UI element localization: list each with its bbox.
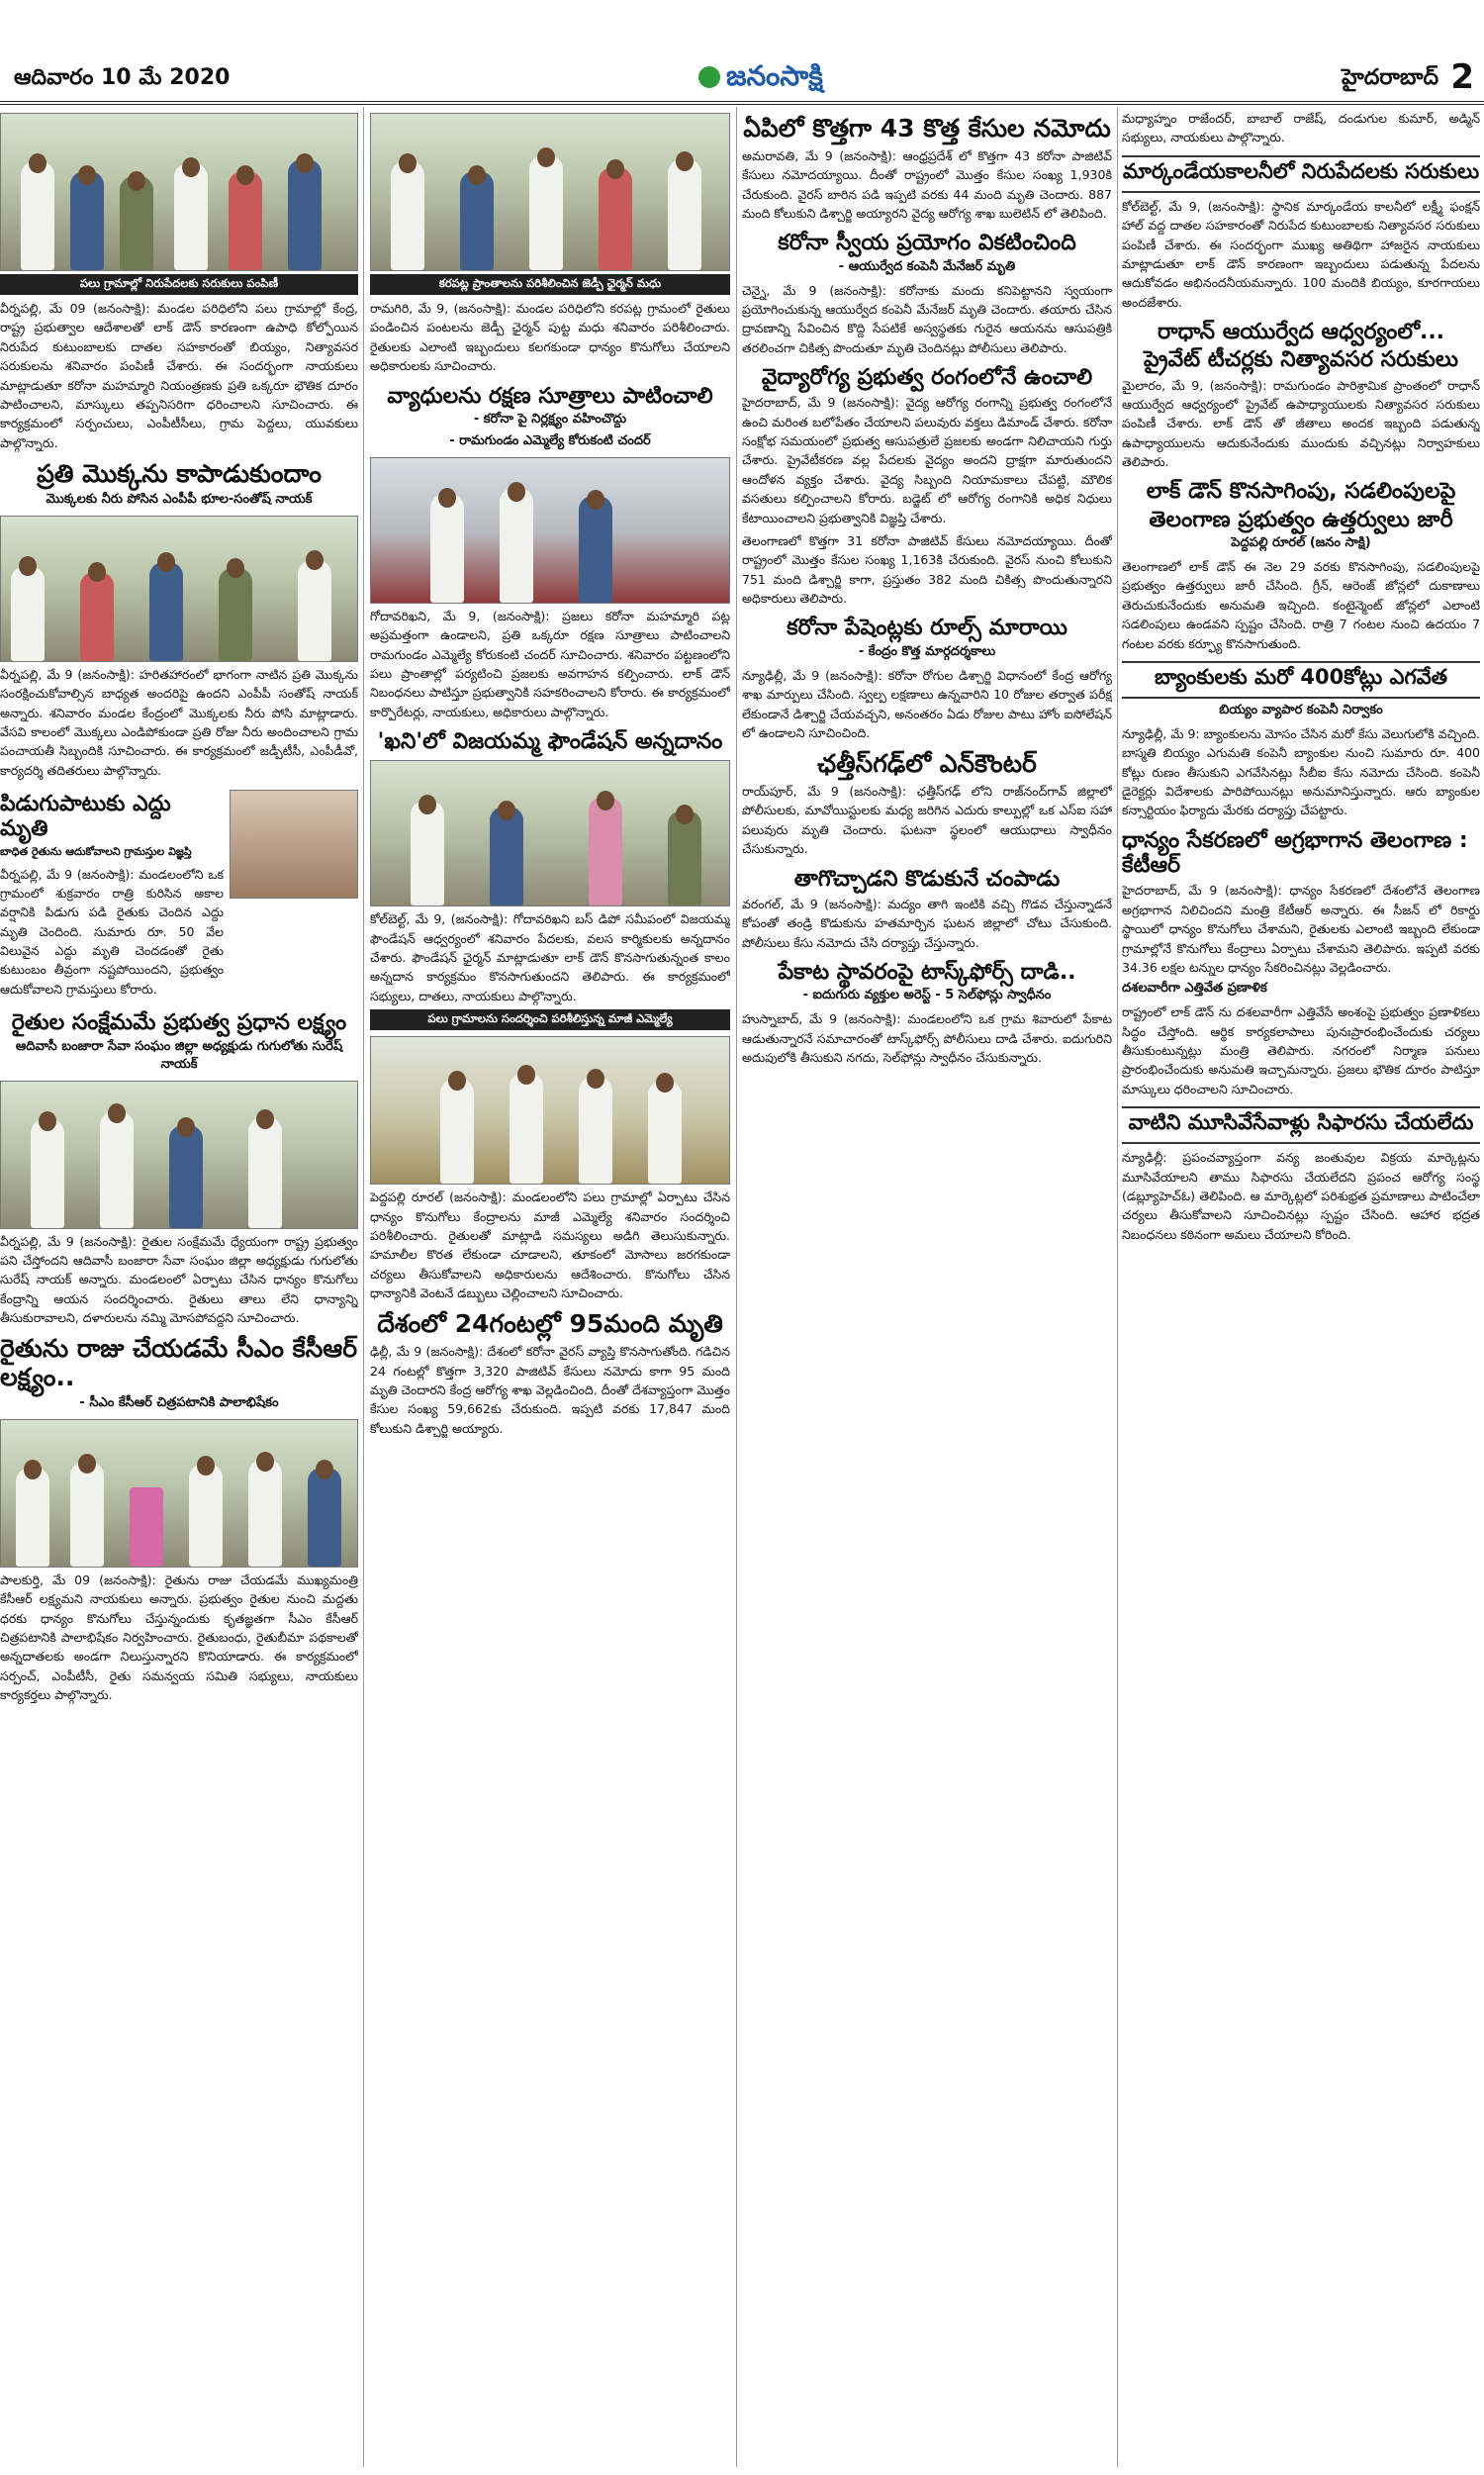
column-2 xyxy=(370,107,730,2467)
article-body: రామగిరి, మే 9, (జనంసాక్షి): మండల పరిధిలోని కరపట్ల గ్రామంలో రైతులు పండించిన పంటలను జెడ్పీ ఛైర్మన్ పుట్ట మధు శనివారం పరిశీలించారు. రైతులకు ఎలాంటి ఇబ్బందులు కలగకుండా ధాన్యం కొనుగోలు చేయాలని అధికారులకు సూచించారు. xyxy=(370,301,730,374)
dateline: పెద్దపల్లి రూరల్ (జనం సాక్షి) xyxy=(1231,535,1371,551)
headline: ప్రైవేట్ టీచర్లకు నిత్యావసర సరుకులు xyxy=(1143,347,1459,373)
headline: వైద్యారోగ్య ప్రభుత్వ రంగంలోనే ఉంచాలి xyxy=(761,365,1093,391)
article-body: పెద్దపల్లి రూరల్ (జనంసాక్షి): మండలంలోని పలు గ్రామాల్లో ఏర్పాటు చేసిన ధాన్యం కొనుగోలు కేంద్రాలను మాజీ ఎమ్మెల్యే శనివారం సందర్శించి పరిశీలించారు. రైతులతో మాట్లాడి సమస్యలు అడిగి తెలుసుకున్నారు. హమాలీల కొరత లేకుండా చూడాలని, తూకంలో మోసాలు జరగకుండా చర్యలు తీసుకోవాలని అధికారులను ఆదేశించారు. కొనుగోలు చేసిన ధాన్యానికి వెంటనే డబ్బులు చెల్లించాలని సూచించారు. xyxy=(370,1190,730,1301)
headline: తాగొచ్చాడని కొడుకునే చంపాడు xyxy=(793,866,1061,892)
subheadline: - కరోనా పై నిర్లక్ష్యం వహించొద్దు xyxy=(473,411,627,427)
headline: కరోనా పేషెంట్లకు రూల్స్ మారాయి xyxy=(787,616,1067,641)
photo-caption: కరపట్ల ప్రాంతాలను పరిశీలించిన జెడ్పీ ఛైర్మన్ మధు xyxy=(370,274,730,295)
news-photo-grain-heaps xyxy=(370,1036,730,1185)
column-4 xyxy=(1122,107,1480,2467)
headline: ఏపిలో కొత్తగా 43 కొత్త కేసుల నమోదు xyxy=(743,114,1111,143)
column-1 xyxy=(0,107,358,2467)
headline: కరోనా స్వీయ ప్రయోగం వికటించింది xyxy=(778,231,1076,256)
headline: 'ఖని'లో విజయమ్మ ఫౌండేషన్ అన్నదానం xyxy=(377,729,723,755)
article-body: కోల్‌బెల్ట్, మే 9, (జనంసాక్షి): గోదావరిఖని బస్ డిపో సమీపంలో విజయమ్మ ఫౌండేషన్ ఆధ్వర్యంలో శనివారం పేదలకు, వలస కార్మికులకు అన్నదానం చేశారు. ఫౌండేషన్ ఛైర్మన్ మాట్లాడుతూ లాక్ డౌన్ కొనసాగుతున్నంత కాలం అన్నదాన కార్యక్రమం కొనసాగుతుందని తెలిపారు. ఈ కార్యక్రమంలో సభ్యులు, దాతలు, నాయకులు పాల్గొన్నారు. xyxy=(370,911,730,1003)
article-body: హైదరాబాద్, మే 9 (జనంసాక్షి): వైద్య ఆరోగ్య రంగాన్ని ప్రభుత్వ రంగంలోనే ఉంచి మరింత బలోపేతం చేయాలని పలువురు వక్తలు డిమాండ్ చేశారు. కరోనా సంక్షోభ సమయంలో ప్రభుత్వ ఆసుపత్రులే ప్రజలకు అండగా నిలిచాయని గుర్తు చేశారు. ప్రైవేటీకరణ వల్ల పేదలకు వైద్యం అందని ద్రాక్షగా మారుతుందని ఆందోళన వ్యక్తం చేశారు. వైద్య సిబ్బంది నియామకాలు చేపట్టి, మౌలిక వసతులు కల్పించాలని కోరారు. బడ్జెట్ లో ఆరోగ్య రంగానికి అధిక నిధులు కేటాయించాలని ప్రభుత్వానికి విజ్ఞప్తి చేశారు. xyxy=(742,395,1112,525)
article-body: తెలంగాణలో లాక్ డౌన్ ఈ నెల 29 వరకు కొనసాగింపు, సడలింపులపై ప్రభుత్వం ఉత్తర్వులు జారీ చేసింది. గ్రీన్, ఆరెంజ్ జోన్లలో దుకాణాలు తెరుచుకునేందుకు అనుమతి ఇచ్చింది. కంటైన్మెంట్ జోన్లలో ఎలాంటి సడలింపులు ఉండవని స్పష్టం చేసింది. రాత్రి 7 గంటల నుంచి ఉదయం 7 గంటల వరకు కర్ఫ్యూ కొనసాగుతుంది. xyxy=(1122,559,1480,651)
headline: పిడుగుపాటుకు ఎద్దు మృతి xyxy=(0,792,171,842)
headline: రాధాన్ ఆయుర్వేద ఆధ్వర్యంలో... xyxy=(1157,320,1445,344)
news-photo-annadanam xyxy=(370,760,730,906)
article-body: మధ్యాహ్నం రాజేందర్, బాబాల్ రాజేష్, దండుగుల కుమార్, అడ్మిన్ సభ్యులు, నాయకులు పాల్గొన్నారు. xyxy=(1122,111,1480,145)
headline: ధాన్యం సేకరణలో అగ్రభాగాన తెలంగాణ : కేటీఆర్ xyxy=(1122,827,1468,879)
subheadline: - ఆయుర్వేద కంపెనీ మేనేజర్ మృతి xyxy=(838,258,1016,274)
subheadline: మొక్కలకు నీరు పోసిన ఎంపీపీ భూల-సంతోష్ నాయక్ xyxy=(46,491,313,507)
news-photo-field-inspection xyxy=(370,113,730,271)
news-photo-food-distribution xyxy=(0,113,358,271)
article-body: చెన్నై, మే 9 (జనంసాక్షి): కరోనాకు మందు కనిపెట్టానని స్వయంగా ప్రయోగించుకున్న ఆయుర్వేద కంపెనీ మేనేజర్ మృతి చెందారు. తయారు చేసిన ద్రావణాన్ని సేవించిన కొద్ది సేపటికే అస్వస్థతకు గురైన ఆయనను ఆసుపత్రికి తరలించగా చికిత్స పొందుతూ మృతి చెందినట్లు పోలీసులు తెలిపారు. xyxy=(742,282,1112,355)
subheadline: - కేంద్రం కొత్త మార్గదర్శకాలు xyxy=(858,643,996,659)
article-body: హైదరాబాద్, మే 9 (జనంసాక్షి): ధాన్యం సేకరణలో దేశంలోనే తెలంగాణ అగ్రభాగాన నిలిచిందని మంత్రి కేటీఆర్ అన్నారు. ఈ సీజన్ లో రికార్డు స్థాయిలో ధాన్యం కొనుగోలు చేశామని, రైతులకు ఎలాంటి ఇబ్బంది లేకుండా గ్రామాల్లోనే కొనుగోలు కేంద్రాలు ఏర్పాటు చేశామని తెలిపారు. ఇప్పటి వరకు 34.36 లక్షల టన్నుల ధాన్యం సేకరించినట్లు వెల్లడించారు. xyxy=(1122,883,1480,975)
subheadline: - ఐదుగురు వ్యక్తుల అరెస్ట్ - 5 సెల్‌ఫోన్లు స్వాధీనం xyxy=(802,988,1052,1003)
article-body: హుస్నాబాద్, మే 9 (జనంసాక్షి): మండలంలోని ఒక గ్రామ శివారులో పేకాట ఆడుతున్నారనే సమాచారంతో టాస్క్‌ఫోర్స్ పోలీసులు దాడి చేశారు. ఐదుగురిని అదుపులోకి తీసుకుని నగదు, సెల్‌ఫోన్లు స్వాధీనం చేసుకున్నారు. xyxy=(742,1011,1112,1065)
headline: రైతుల సంక్షేమమే ప్రభుత్వ ప్రధాన లక్ష్యం xyxy=(11,1010,347,1036)
headline: దేశంలో 24గంటల్లో 95మంది మృతి xyxy=(377,1309,723,1339)
article-body: పాలకుర్తి, మే 09 (జనంసాక్షి): రైతును రాజు చేయడమే ముఖ్యమంత్రి కేసీఆర్ లక్ష్యమని నాయకులు అన్నారు. ప్రభుత్వం రైతుల నుంచి మద్దతు ధరకు ధాన్యం కొనుగోలు చేస్తున్నందుకు కృతజ్ఞతగా సీఎం కేసీఆర్ చిత్రపటానికి పాలాభిషేకం నిర్వహించారు. రైతుబంధు, రైతుబీమా పథకాలతో అన్నదాతలకు అండగా నిలుస్తున్నారని కొనియాడారు. ఈ కార్యక్రమంలో సర్పంచ్, ఎంపీటీసీ, రైతు సమన్వయ సమితి సభ్యులు, నాయకులు కార్యకర్తలు పాల్గొన్నారు. xyxy=(0,1571,358,1703)
article-body: వీర్నపల్లి, మే 9 (జనంసాక్షి): రైతుల సంక్షేమమే ధ్యేయంగా రాష్ట్ర ప్రభుత్వం పని చేస్తోందని ఆదివాసీ బంజారా సేవా సంఘం జిల్లా అధ్యక్షుడు గుగులోతు సురేష్ నాయక్ అన్నారు. మండలంలో ఏర్పాటు చేసిన ధాన్యం కొనుగోలు కేంద్రాన్ని ఆయన సందర్శించారు. రైతులు తాలు లేని ధాన్యాన్ని తీసుకురావాలని, దళారులను నమ్మి మోసపోవద్దని సూచించారు. xyxy=(0,1233,358,1326)
headline: వాటిని మూసివేసేవాళ్లు సిఫారసు చేయలేదు xyxy=(1122,1106,1480,1144)
article-body: న్యూఢిల్లీ, మే 9: బ్యాంకులను మోసం చేసిన మరో కేసు వెలుగులోకి వచ్చింది. బాస్మతి బియ్యం ఎగుమతి కంపెనీ బ్యాంకుల నుంచి సుమారు రూ. 400 కోట్లు రుణం తీసుకుని ఎగవేసినట్లు సీబీఐ కేసు నమోదు చేసింది. కంపెనీ డైరెక్టర్లు విదేశాలకు పారిపోయినట్లు అనుమానిస్తున్నారు. ఆరు బ్యాంకుల కన్సార్టియం ఫిర్యాదు మేరకు దర్యాప్తు చేపట్టారు. xyxy=(1122,725,1480,818)
article-body: వరంగల్, మే 9 (జనంసాక్షి): మద్యం తాగి ఇంటికి వచ్చి గొడవ చేస్తున్నాడనే కోపంతో తండ్రి కొడుకును హతమార్చిన ఘటన జిల్లాలో చోటు చేసుకుంది. పోలీసులు కేసు నమోదు చేసి దర్యాప్తు చేస్తున్నారు. xyxy=(742,896,1112,950)
headline: లాక్ డౌన్ కొనసాగింపు, సడలింపులపై xyxy=(1146,479,1456,505)
masthead xyxy=(0,0,1484,105)
headline: ప్రతి మొక్కను కాపాడుకుందాం xyxy=(37,459,322,488)
article-body: రాష్ట్రంలో లాక్ డౌన్ ను దశలవారీగా ఎత్తివేసే అంశంపై ప్రభుత్వం ప్రణాళికలు సిద్ధం చేస్తోంది. ఆర్థిక కార్యకలాపాలు పునఃప్రారంభించేందుకు చర్యలు తీసుకుంటున్నట్లు మంత్రి తెలిపారు. నగరంలో నిర్మాణ పనులు ప్రారంభించేందుకు అనుమతి ఇచ్చామన్నారు. ప్రజలు భౌతిక దూరం పాటిస్తూ మాస్కులు ధరించాలని సూచించారు. xyxy=(1122,1004,1480,1096)
headline: వ్యాధులను రక్షణ సూత్రాలు పాటించాలి xyxy=(387,383,713,409)
logo-leaf-icon xyxy=(698,66,720,88)
headline: పేకాట స్థావరంపై టాస్క్‌ఫోర్స్ దాడి.. xyxy=(778,959,1076,985)
column-rule xyxy=(1117,107,1118,2467)
article-body: మైలారం, మే 9, (జనంసాక్షి): రామగుండం పారిశ్రామిక ప్రాంతంలో రాధాన్ ఆయుర్వేద ఆధ్వర్యంలో ప్రైవేట్ ఉపాధ్యాయులకు నిత్యావసర సరుకులు పంపిణీ చేశారు. లాక్ డౌన్ తో జీతాలు అందక ఇబ్బంది పడుతున్న ఉపాధ్యాయులను ఆదుకునేందుకు ముందుకు వచ్చినట్లు నిర్వాహకులు తెలిపారు. xyxy=(1122,377,1480,470)
subheadline: ఆదివాసీ బంజారా సేవా సంఘం జిల్లా అధ్యక్షుడు గుగులోతు సురేష్ నాయక్ xyxy=(15,1038,343,1072)
subheadline: - సీఎం కేసీఆర్ చిత్రపటానికి పాలాభిషేకం xyxy=(79,1394,279,1410)
news-photo-watering-plants xyxy=(0,516,358,662)
article-body: తెలంగాణలో కొత్తగా 31 కరోనా పాజిటివ్ కేసులు నమోదయ్యాయి. దీంతో రాష్ట్రంలో మొత్తం కేసుల సంఖ్య 1,163కి చేరుకుంది. వైరస్ నుంచి కోలుకుని 751 మంది డిశ్చార్జి కాగా, ప్రస్తుతం 382 మంది చికిత్స పొందుతున్నారని అధికారులు తెలిపారు. xyxy=(742,532,1112,607)
article-body: గోదావరిఖని, మే 9, (జనంసాక్షి): ప్రజలు కరోనా మహమ్మారి పట్ల అప్రమత్తంగా ఉండాలని, ప్రతి ఒక్కరూ రక్షణ సూత్రాలు పాటించాలని రామగుండం ఎమ్మెల్యే కోరుకంటి చందర్ సూచించారు. శనివారం పట్టణంలోని పలు ప్రాంతాల్లో పర్యటించి ప్రజలకు అవగాహన కల్పించారు. లాక్ డౌన్ నిబంధనలు పాటిస్తూ ప్రభుత్వానికి సహకరించాలని కోరారు. ఈ కార్యక్రమంలో కార్పొరేటర్లు, నాయకులు, అధికారులు పాల్గొన్నారు. xyxy=(370,608,730,719)
article-body: ఢిల్లీ, మే 9 (జనంసాక్షి): దేశంలో కరోనా వైరస్ వ్యాప్తి కొనసాగుతోంది. గడిచిన 24 గంటల్లో కొత్తగా 3,320 పాజిటివ్ కేసులు నమోదు కాగా 95 మంది మృతి చెందారని కేంద్ర ఆరోగ్య శాఖ వెల్లడించింది. దీంతో దేశవ్యాప్తంగా మొత్తం కేసుల సంఖ్య 59,662కు చేరుకుంది. ఇప్పటి వరకు 17,847 మంది కోలుకుని డిశ్చార్జి అయ్యారు. xyxy=(370,1344,730,1436)
article-body: న్యూఢిల్లీ: ప్రపంచవ్యాప్తంగా వన్య జంతువుల విక్రయ మార్కెట్లను మూసివేయాలని తాము సిఫారసు చేయలేదని ప్రపంచ ఆరోగ్య సంస్థ (డబ్ల్యూహెచ్ఓ) తెలిపింది. ఆ మార్కెట్లలో పరిశుభ్రత ప్రమాణాలు పాటించేలా చర్యలు తీసుకోవాలని సూచించినట్లు స్పష్టం చేసింది. ఆహార భద్రత నిబంధనలు కఠినంగా అమలు చేయాలని కోరింది. xyxy=(1122,1150,1480,1242)
news-photo-grain-center xyxy=(0,1081,358,1229)
subheadline: బాధిత రైతును ఆదుకోవాలని గ్రామస్తుల విజ్ఞప్తి xyxy=(0,844,192,858)
news-photo-palabhishekam xyxy=(0,1419,358,1568)
article-body: వీర్నపల్లి, మే 09 (జనంసాక్షి): మండల పరిధిలోని పలు గ్రామాల్లో కేంద్ర, రాష్ట్ర ప్రభుత్వాల ఆదేశాలతో లాక్ డౌన్ కారణంగా ఉపాధి కోల్పోయిన నిరుపేద కుటుంబాలకు దాతల సహకారంతో బియ్యం, నిత్యావసర సరుకులను శనివారం పంపిణీ చేశారు. ఈ సందర్భంగా నాయకులు మాట్లాడుతూ కరోనా మహమ్మారి నియంత్రణకు ప్రతి ఒక్కరూ భౌతిక దూరం పాటించాలని, మాస్కులు తప్పనిసరిగా ధరించాలని సూచించారు. ఈ కార్యక్రమంలో సర్పంచులు, ఎంపీటీసీలు, గ్రామ పెద్దలు, యువకులు పాల్గొన్నారు. xyxy=(0,301,358,450)
news-photo-dead-ox xyxy=(230,790,358,899)
photo-caption: పలు గ్రామాల్లో నిరుపేదలకు సరుకులు పంపిణీ xyxy=(0,274,358,295)
article-with-photo xyxy=(0,784,358,1002)
headline: బ్యాంకులకు మరో 400కోట్లు ఎగవేత xyxy=(1122,661,1480,699)
article-body: వీర్నపల్లి, మే 9 (జనంసాక్షి): హరితహారంలో భాగంగా నాటిన ప్రతి మొక్కను సంరక్షించుకోవాల్సిన బాధ్యత అందరిపై ఉందని ఎంపీపీ సంతోష్ నాయక్ అన్నారు. శనివారం మండల కేంద్రంలో మొక్కలకు నీరు పోసి మాట్లాడారు. వేసవి కాలంలో మొక్కలు ఎండిపోకుండా ప్రతి రోజు నీరు అందించాలని గ్రామ పంచాయతీ సిబ్బందికి సూచించారు. ఈ కార్యక్రమంలో జడ్పీటీసీ, ఎంపీడీవో, కార్యదర్శి తదితరులు పాల్గొన్నారు. xyxy=(0,666,358,778)
logo-text: జనంసాక్షి xyxy=(726,59,823,92)
headline: మార్కండేయకాలనీలో నిరుపేదలకు సరుకులు xyxy=(1122,155,1480,193)
subheadline: - రామగుండం ఎమ్మెల్యే కోరుకంటి చందర్ xyxy=(449,432,651,448)
article-body: వీర్నపల్లి, మే 9 (జనంసాక్షి): మండలంలోని ఒక గ్రామంలో శుక్రవారం రాత్రి కురిసిన అకాల వర్షానికి పిడుగు పడి రైతుకు చెందిన ఎద్దు మృతి చెందింది. సుమారు రూ. 50 వేల విలువైన ఎద్దు మృతి చెందడంతో రైతు కుటుంబం తీవ్రంగా నష్టపోయిందని, ప్రభుత్వం ఆదుకోవాలని గ్రామస్తులు కోరారు. xyxy=(0,866,224,997)
subheadline: దశలవారీగా ఎత్తివేత ప్రణాళిక xyxy=(1122,981,1267,997)
article-body: అమరావతి, మే 9 (జనంసాక్షి): ఆంధ్రప్రదేశ్ లో కొత్తగా 43 కరోనా పాజిటివ్ కేసులు నమోదయ్యాయి. దీంతో రాష్ట్రంలో మొత్తం కేసుల సంఖ్య 1,930కి చేరుకుంది. వైరస్ బారిన పడి ఇప్పటి వరకు 44 మంది మృతి చెందారు. 887 మంది కోలుకుని డిశ్చార్జి అయ్యారని వైద్య ఆరోగ్య శాఖ బులెటిన్ లో తెలిపింది. xyxy=(742,147,1112,221)
issue-date: ఆదివారం 10 మే 2020 xyxy=(14,65,231,90)
column-rule xyxy=(736,107,737,2467)
article-body: కోల్‌బెల్ట్, మే 9, (జనంసాక్షి): స్థానిక మార్కండేయ కాలనీలో లక్ష్మీ ఫంక్షన్ హాల్ వద్ద దాతల సహకారంతో నిరుపేద కుటుంబాలకు నిత్యావసర సరుకులు పంపిణీ చేశారు. ఈ సందర్భంగా ముఖ్య అతిథిగా హాజరైన నాయకులు మాట్లాడుతూ లాక్ డౌన్ కారణంగా ఇబ్బందులు పడుతున్న పేదలను ఆదుకోవడం అభినందనీయమన్నారు. 100 మందికి బియ్యం, కూరగాయలు అందజేశారు. xyxy=(1122,198,1480,310)
photo-caption: పలు గ్రామాలను సందర్శించి పరిశీలిస్తున్న మాజీ ఎమ్మెల్యే xyxy=(370,1009,730,1030)
subheadline: బియ్యం వ్యాపార కంపెనీ నిర్వాకం xyxy=(1219,702,1383,717)
headline: రైతును రాజు చేయడమే సీఎం కేసీఆర్ లక్ష్యం.. xyxy=(0,1334,358,1392)
edition-city: హైదరాబాద్ xyxy=(1342,65,1438,90)
page-number: 2 xyxy=(1450,57,1474,97)
column-3 xyxy=(742,107,1112,2467)
headline: తెలంగాణ ప్రభుత్వం ఉత్తర్వులు జారీ xyxy=(1149,507,1453,532)
news-photo-vehicle-campaign xyxy=(370,457,730,604)
article-body: న్యూఢిల్లీ, మే 9 (జనంసాక్షి): కరోనా రోగుల డిశ్చార్జి విధానంలో కేంద్ర ఆరోగ్య శాఖ మార్పులు చేసింది. స్వల్ప లక్షణాలు ఉన్నవారిని 10 రోజుల తర్వాత పరీక్ష లేకుండానే డిశ్చార్జి చేయవచ్చని, అనంతరం ఏడు రోజుల పాటు హోం ఐసోలేషన్ లో ఉండాలని సూచించింది. xyxy=(742,667,1112,740)
column-rule xyxy=(363,107,364,2467)
article-body: రాయ్‌పూర్, మే 9 (జనంసాక్షి): ఛత్తీస్‌గఢ్ లోని రాజ్‌నంద్‌గావ్ జిల్లాలో పోలీసులకు, మావోయిస్టులకు మధ్య జరిగిన ఎదురు కాల్పుల్లో ఒక ఎస్ఐ సహా పలువురు మృతి చెందారు. ఘటనా స్థలంలో ఆయుధాలు స్వాధీనం చేసుకున్నారు. xyxy=(742,784,1112,857)
headline: ఛత్తీస్‌గఢ్‌లో ఎన్‌కౌంటర్ xyxy=(817,749,1037,779)
newspaper-logo xyxy=(698,59,823,99)
